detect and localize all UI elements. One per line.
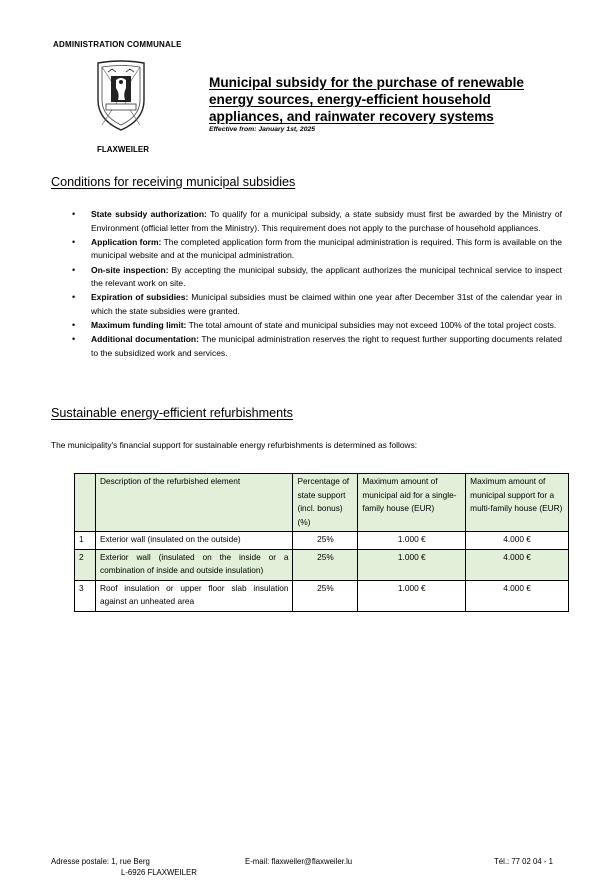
table-header-row (75, 474, 569, 532)
footer-address-line2: L-6926 FLAXWEILER (121, 868, 197, 877)
footer-phone: Tél.: 77 02 04 - 1 (494, 857, 553, 866)
footer-email: E-mail: flaxweiler@flaxweiler.lu (245, 857, 353, 866)
coat-of-arms-icon (92, 60, 150, 132)
table-header-percentage: Percentage of state support (incl. bonus) (%) (293, 474, 358, 532)
row-description: Roof insulation or upper floor slab insulation against an unheated area (95, 580, 292, 611)
list-item: • Additional documentation: The municipal administration reserves the right to request further supporting documents related to the subsidized work and services. (72, 334, 562, 358)
row-description: Exterior wall (insulated on the outside) (95, 532, 292, 550)
row-percentage: 25% (293, 580, 358, 611)
list-item: • State subsidy authorization: To qualify for a municipal subsidy, a state subsidy must first be awarded by the Ministry of Environment (official letter from the Ministry). This requirement does not apply to the purchase of household appliances. (72, 209, 562, 233)
table-row (75, 532, 569, 550)
refurbishment-table (74, 473, 569, 612)
refurbishments-intro: The municipality's financial support for sustainable energy refurbishments is determined as follows: (51, 440, 418, 450)
row-single-family: 1.000 € (358, 549, 466, 580)
row-description: Exterior wall (insulated on the inside or a combination of inside and outside insulation) (95, 549, 292, 580)
footer-address (51, 856, 197, 878)
town-name: FLAXWEILER (97, 145, 149, 154)
document-title: Municipal subsidy for the purchase of renewable energy sources, energy-efficient household appliances, and rainwater recovery systems (209, 75, 524, 124)
row-number: 2 (75, 549, 96, 580)
list-item: • On-site inspection: By accepting the municipal subsidy, the applicant authorizes the municipal technical service to inspect the relevant work on site. (72, 264, 562, 289)
row-single-family: 1.000 € (358, 532, 466, 550)
list-item: • Application form: The completed application form from the municipal administration is required. This form is available on the municipal website and at the municipal administration. (72, 236, 563, 261)
table-row (75, 580, 569, 611)
row-multi-family: 4.000 € (466, 580, 569, 611)
row-multi-family: 4.000 € (466, 549, 569, 580)
conditions-list (72, 208, 562, 361)
row-multi-family: 4.000 € (466, 532, 569, 550)
row-percentage: 25% (293, 549, 358, 580)
list-item: • Expiration of subsidies: Municipal subsidies must be claimed within one year after December 31st of the calendar year in which the state subsidies were granted. (72, 292, 562, 316)
administration-label: ADMINISTRATION COMMUNALE (53, 40, 182, 49)
table-header-multi-family: Maximum amount of municipal support for a multi-family house (EUR) (466, 474, 569, 532)
row-percentage: 25% (293, 532, 358, 550)
refurbishments-heading: Sustainable energy-efficient refurbishments (51, 406, 293, 420)
footer-address-line1: Adresse postale: 1, rue Berg (51, 857, 150, 866)
table-header-num (75, 474, 96, 532)
table-row (75, 549, 569, 580)
conditions-heading: Conditions for receiving municipal subsidies (51, 175, 296, 189)
list-item: • Maximum funding limit: The total amount of state and municipal subsidies may not exceed 100% of the total project costs. (72, 320, 557, 331)
table-header-single-family: Maximum amount of municipal aid for a single-family house (EUR) (358, 474, 466, 532)
effective-date: Effective from: January 1st, 2025 (209, 126, 316, 133)
row-single-family: 1.000 € (358, 580, 466, 611)
title-block (209, 74, 549, 133)
row-number: 3 (75, 580, 96, 611)
table-header-description: Description of the refurbished element (95, 474, 292, 532)
row-number: 1 (75, 532, 96, 550)
